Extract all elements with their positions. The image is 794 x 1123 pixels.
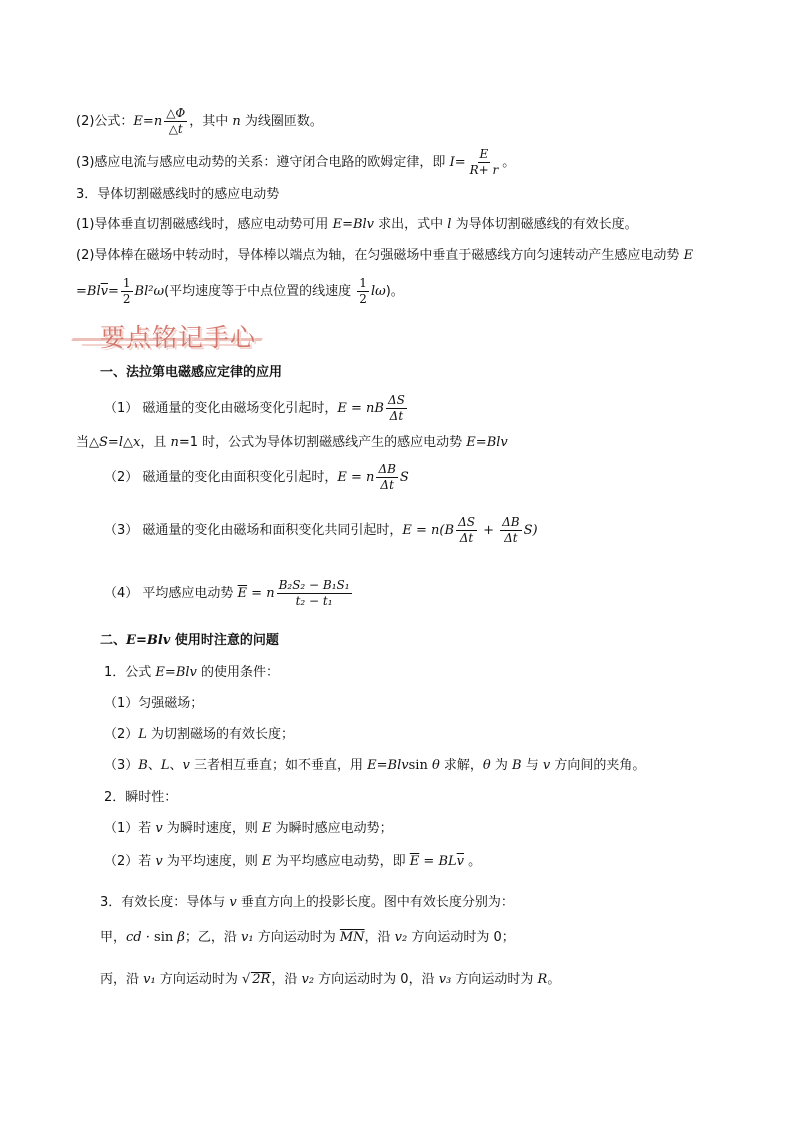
point-1-c	[104, 757, 645, 775]
text: （2）若	[104, 854, 156, 869]
text: 。	[502, 155, 516, 170]
eq: =	[342, 217, 353, 232]
eq: =	[107, 284, 119, 299]
var: v	[229, 895, 237, 910]
text: ；乙，沿	[184, 930, 242, 945]
var: E	[155, 665, 165, 680]
text: （2） 磁通量的变化由面积变化引起时，	[104, 470, 338, 485]
fraction	[468, 147, 501, 178]
text: 为线圈匝数。	[240, 114, 323, 129]
var: v₁	[241, 930, 254, 945]
var: θ	[482, 758, 491, 773]
var: E	[126, 633, 136, 648]
var: v₂	[394, 930, 408, 945]
var: Blv	[387, 758, 409, 773]
text: 丙，沿	[100, 972, 144, 987]
var: n	[232, 114, 241, 129]
var: cd	[126, 930, 142, 945]
numerator: B₂S₂ − B₁S₁	[278, 578, 350, 592]
var-bar: $\overline{v}$	[456, 854, 464, 869]
var: S)	[523, 523, 538, 538]
text: 。	[547, 972, 561, 987]
text: 为瞬时感应电动势；	[271, 821, 393, 836]
sqrt-icon: √	[241, 972, 251, 987]
heading-1: 一、法拉第电磁感应定律的应用	[100, 365, 283, 380]
text: 为切割磁场的有效长度；	[146, 727, 295, 742]
text: 的使用条件：	[196, 665, 280, 680]
fraction	[386, 393, 407, 424]
var: S	[99, 435, 108, 450]
text: △	[122, 435, 133, 450]
var: Blv	[175, 665, 197, 680]
point-2-a	[104, 820, 393, 838]
formula: = n	[247, 586, 275, 601]
text: （3） 磁通量的变化由磁场和面积变化共同引起时，	[104, 523, 403, 538]
var: v₂	[301, 972, 315, 987]
denominator: Δt	[389, 409, 404, 423]
numerator: 1	[359, 276, 367, 290]
var: Blv	[146, 633, 171, 648]
text: 。	[464, 854, 482, 869]
var: Blv	[486, 435, 508, 450]
text: 、	[147, 758, 161, 773]
text: 方向运动时为 0；	[407, 930, 515, 945]
section-heading-3: 3．导体切割磁感线时的感应电动势	[76, 187, 280, 202]
heading-2	[100, 632, 279, 650]
eq: =	[475, 435, 487, 450]
eq: =	[164, 665, 176, 680]
text: 为平均感应电动势，即	[271, 854, 410, 869]
text: 为导体切割磁感线的有效长度。	[451, 217, 638, 232]
formula-line-3	[76, 147, 515, 178]
text: 求出，式中	[374, 217, 448, 232]
text: 方向间的夹角。	[550, 758, 646, 773]
var: E	[332, 217, 343, 232]
denominator: Δt	[459, 531, 474, 545]
radicand: 2R	[252, 972, 271, 987]
var-bar: $\overline{v}$	[100, 284, 108, 299]
item-2	[104, 460, 409, 496]
point-3-b	[100, 971, 560, 989]
text: 为平均速度，则	[162, 854, 263, 869]
denominator: Δt	[380, 478, 394, 492]
section-banner	[72, 316, 272, 352]
var: v	[542, 758, 551, 773]
var: v	[182, 758, 190, 773]
func: sin	[408, 758, 432, 773]
text: 3．有效长度：导体与	[100, 895, 230, 910]
numerator: ΔS	[387, 393, 405, 407]
point-3-a	[100, 929, 515, 947]
var: E	[133, 114, 143, 129]
text: (1)导体垂直切割磁感线时，感应电动势可用	[76, 217, 333, 232]
text: （2）	[104, 727, 139, 742]
var: n	[170, 435, 179, 450]
eq: =	[454, 155, 466, 170]
paragraph-1	[76, 216, 638, 234]
numerator: ΔB	[502, 515, 520, 529]
var: R	[537, 972, 548, 987]
eq: =	[107, 435, 119, 450]
text: （3）	[104, 758, 139, 773]
fraction	[456, 515, 477, 546]
var: I	[449, 155, 455, 170]
var: Bl²	[134, 284, 154, 299]
var-bar: $\overline{E}$	[237, 586, 248, 601]
var: ω	[375, 284, 386, 299]
text: 方向运动时为	[451, 972, 538, 987]
var: S	[399, 470, 409, 485]
var: E	[683, 248, 694, 263]
item-1	[104, 391, 409, 427]
var: L	[138, 727, 147, 742]
text: 方向运动时为	[253, 930, 340, 945]
text: ，沿	[271, 972, 302, 987]
text: ，沿	[364, 930, 395, 945]
text: (2)公式：	[76, 114, 134, 129]
fraction	[121, 276, 133, 307]
denominator: 2	[359, 292, 367, 306]
numerator: ΔS	[458, 515, 475, 529]
text: 二、	[100, 633, 127, 648]
var: Blv	[352, 217, 375, 232]
eq: =	[376, 758, 388, 773]
formula: = BL	[419, 854, 457, 869]
text: 当△	[76, 435, 99, 450]
point-1-a: （1）匀强磁场；	[104, 696, 204, 711]
point-2: 2．瞬时性：	[104, 790, 178, 805]
item-3	[104, 513, 538, 549]
var: ω	[153, 284, 165, 299]
numerator: E	[479, 147, 489, 161]
text: 三者相互垂直；如不垂直，用	[189, 758, 368, 773]
numerator: △Φ	[166, 106, 186, 120]
point-2-b	[104, 853, 481, 871]
denominator: 2	[122, 292, 131, 306]
text: 方向运动时为 0，沿	[314, 972, 439, 987]
text: ，其中	[189, 114, 233, 129]
text: 与	[521, 758, 543, 773]
func: · sin	[141, 930, 178, 945]
var: v₃	[438, 972, 452, 987]
item-4	[104, 574, 354, 614]
var: θ	[431, 758, 440, 773]
text: (2)导体棒在磁场中转动时，导体棒以端点为轴，在匀强磁场中垂直于磁感线方向匀速转动产生感应电动势	[76, 248, 684, 263]
point-3	[100, 894, 514, 912]
numerator: 1	[122, 276, 131, 290]
text: （4） 平均感应电动势	[104, 586, 238, 601]
denominator: △t	[168, 122, 183, 136]
paragraph-2	[76, 247, 693, 265]
fraction	[164, 106, 187, 137]
var: β	[177, 930, 185, 945]
text: 垂直方向上的投影长度。图中有效长度分别为：	[236, 895, 514, 910]
denominator: R+ r	[469, 163, 499, 177]
eq: =	[142, 114, 154, 129]
point-1-b	[104, 726, 294, 744]
text: )。	[385, 284, 404, 299]
var: E	[262, 854, 272, 869]
text: （1）若	[104, 821, 156, 836]
var: B	[138, 758, 148, 773]
var: l	[447, 217, 452, 232]
formula: E = n	[337, 470, 375, 485]
var: v	[155, 821, 163, 836]
text: =1 时，公式为导体切割磁感线产生的感应电动势	[178, 435, 467, 450]
formula: E = nB	[337, 401, 384, 416]
var: E	[262, 821, 272, 836]
var-bar: $\overline{E}$	[409, 854, 420, 869]
text: 求解，	[439, 758, 483, 773]
text: 甲，	[100, 930, 127, 945]
var: l	[370, 284, 376, 299]
text: (平均速度等于中点位置的线速度	[164, 284, 356, 299]
eq: =	[76, 284, 87, 299]
var: L	[160, 758, 170, 773]
paragraph-2-cont	[76, 276, 404, 307]
formula-line-2	[76, 106, 323, 137]
denominator: Δt	[504, 531, 518, 545]
numerator: ΔB	[378, 462, 396, 476]
var-bar: $\overline{MN}$	[339, 930, 365, 945]
var: E	[367, 758, 377, 773]
fraction	[277, 578, 352, 609]
eq: =	[135, 633, 147, 648]
plus: +	[478, 523, 499, 538]
text: 使用时注意的问题	[170, 633, 279, 648]
var: l	[118, 435, 123, 450]
item-1-note	[76, 434, 508, 452]
point-1	[104, 664, 279, 682]
text: (3)感应电流与感应电动势的关系：遵守闭合电路的欧姆定律，即	[76, 155, 450, 170]
denominator: t₂ − t₁	[295, 594, 333, 608]
var: Bl	[86, 284, 101, 299]
var: E	[466, 435, 476, 450]
var: B	[512, 758, 522, 773]
text: 、	[169, 758, 183, 773]
fraction	[357, 276, 369, 307]
text: 为	[490, 758, 513, 773]
text: （1） 磁通量的变化由磁场变化引起时，	[104, 401, 338, 416]
formula: E = n(B	[402, 523, 455, 538]
text: 为瞬时速度，则	[162, 821, 263, 836]
fraction	[500, 515, 521, 546]
var: v₁	[143, 972, 156, 987]
text: ，且	[140, 435, 171, 450]
text: 方向运动时为	[155, 972, 242, 987]
banner-title: 要点铭记手心	[100, 323, 257, 352]
var: n	[153, 114, 163, 129]
var: v	[155, 854, 163, 869]
fraction	[376, 462, 397, 493]
var: x	[132, 435, 141, 450]
text: 1．公式	[104, 665, 156, 680]
